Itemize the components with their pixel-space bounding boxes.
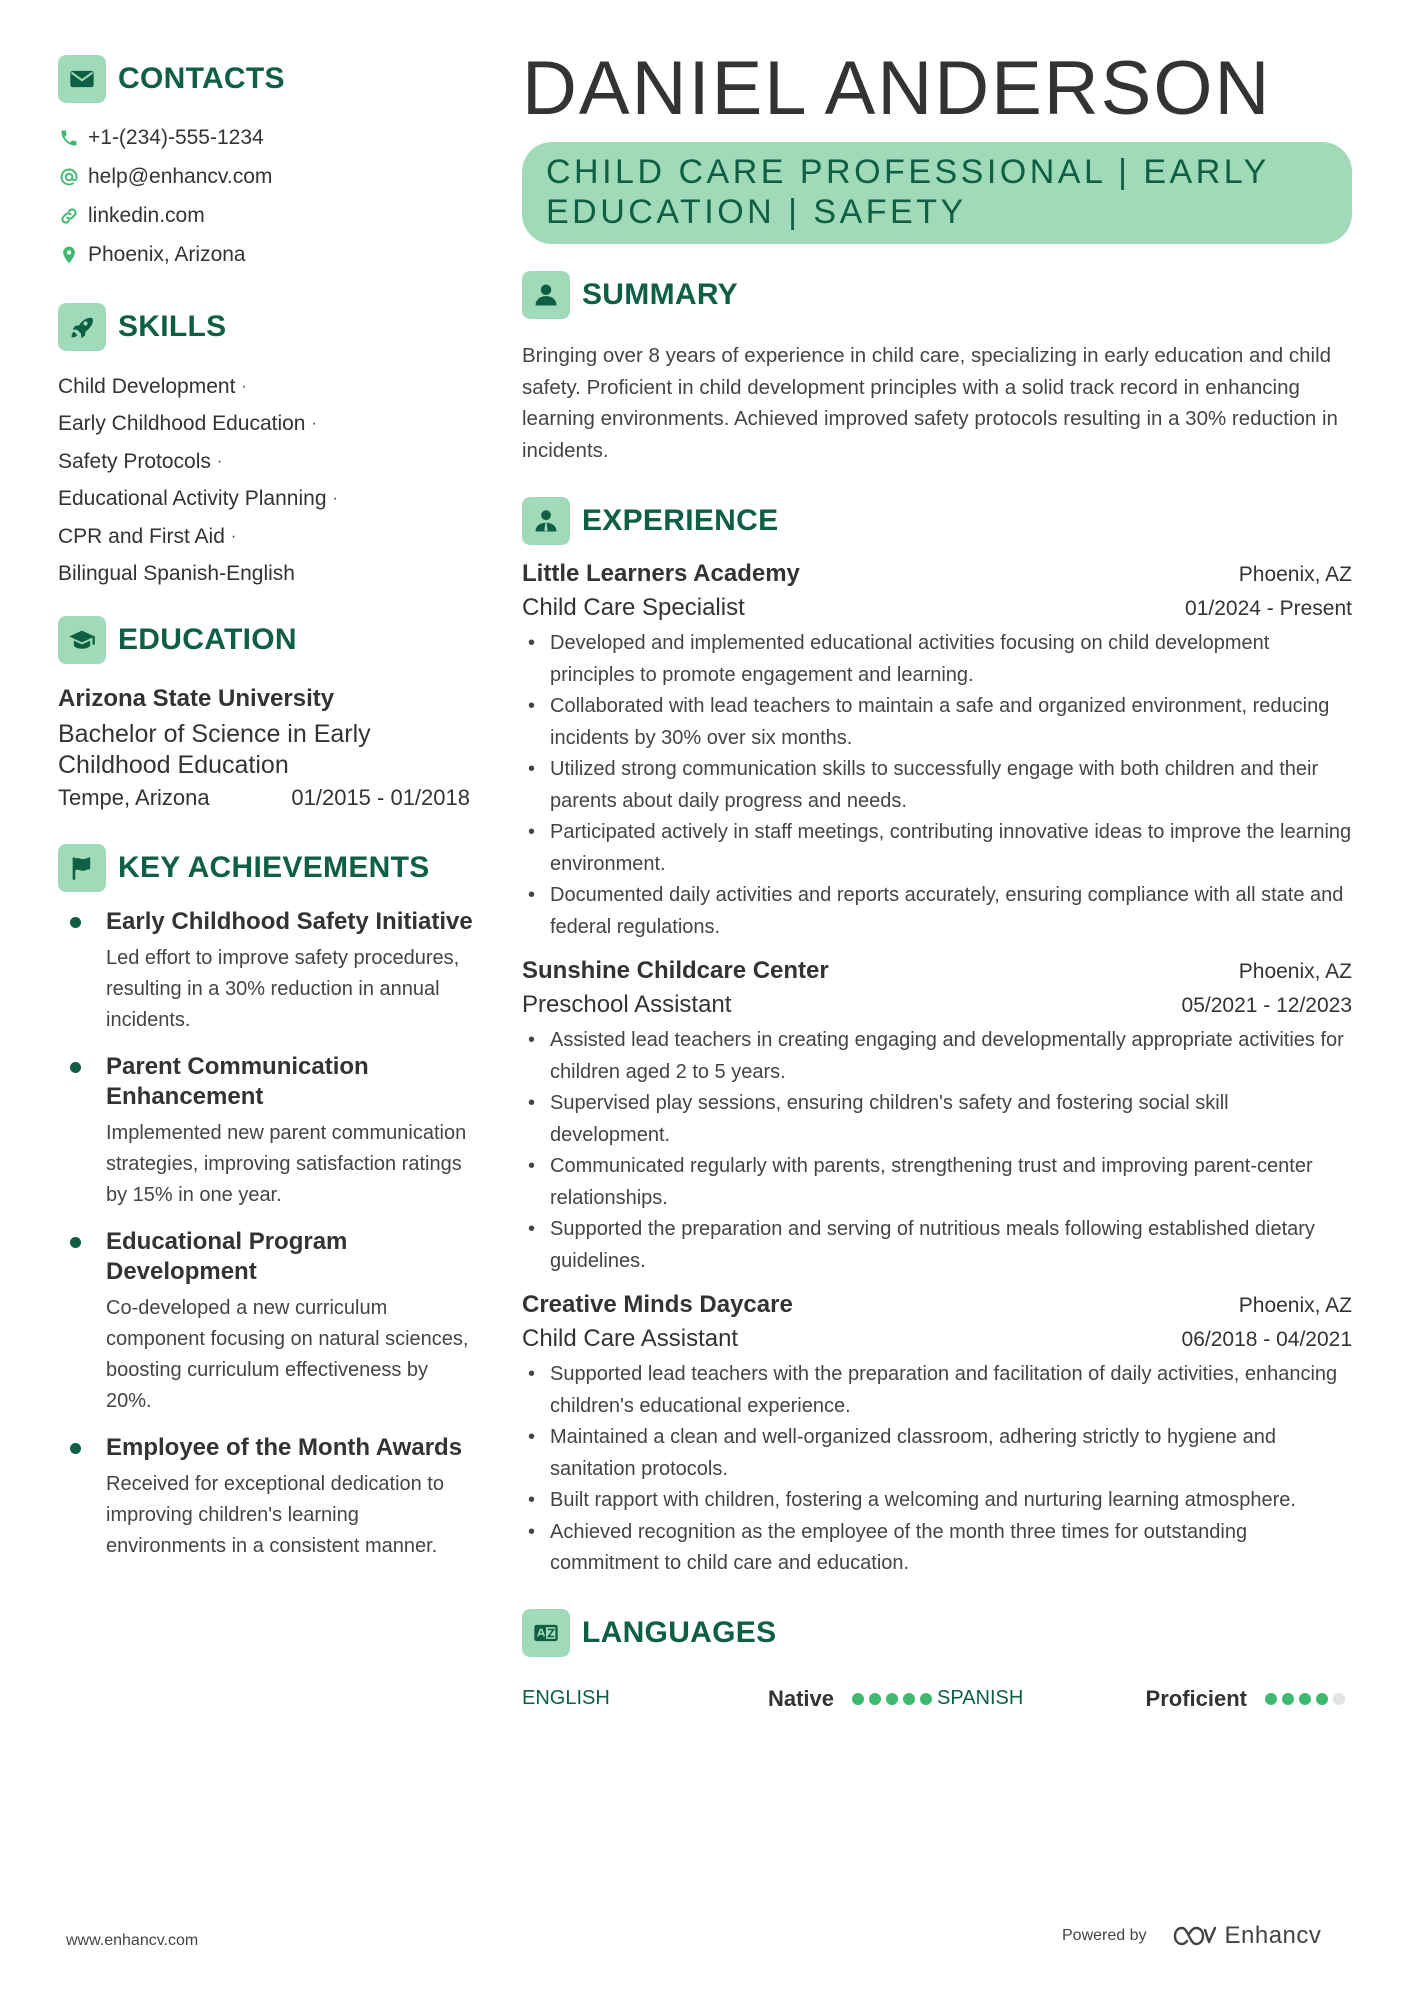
footer-website[interactable]: www.enhancv.com	[66, 1932, 199, 1949]
rating-dot-filled	[903, 1693, 915, 1705]
experience-section-header	[522, 496, 1352, 546]
map-pin-icon	[58, 244, 80, 266]
bullet-dot	[70, 1443, 81, 1454]
powered-by-text: Powered by	[1062, 1927, 1147, 1944]
enhancv-logo[interactable]	[1171, 1922, 1322, 1950]
rating-dot-filled	[1299, 1693, 1311, 1705]
job-bullet: • Collaborated with lead teachers to maintain a safe and organized environment, reducing incidents by 30% over six months.	[522, 691, 1352, 754]
rocket-icon	[58, 303, 106, 351]
education-location: Tempe, Arizona	[58, 785, 210, 810]
left-column	[58, 54, 478, 1578]
skill-item: Early Childhood Education ·	[58, 412, 317, 436]
job-bullet: • Assisted lead teachers in creating engaging and developmentally appropriate activities for children aged 2 to 5 years.	[522, 1025, 1352, 1088]
bullet-dot	[70, 1062, 81, 1073]
job-role: Preschool Assistant	[522, 991, 732, 1018]
contact-phone[interactable]	[58, 118, 478, 157]
job-bullet: • Maintained a clean and well-organized classroom, adhering strictly to hygiene and sanitation protocols.	[522, 1422, 1352, 1485]
phone-text: +1-(234)-555-1234	[88, 125, 264, 149]
job-bullet: • Achieved recognition as the employee of the month three times for outstanding commitment to child care and education.	[522, 1517, 1352, 1580]
location-text: Phoenix, Arizona	[88, 242, 246, 266]
envelope-icon	[58, 55, 106, 103]
job-bullet: • Communicated regularly with parents, strengthening trust and improving parent-center relationships.	[522, 1151, 1352, 1214]
achievements-section-header	[58, 843, 478, 893]
education-meta	[58, 785, 470, 811]
skill-item: Educational Activity Planning ·	[58, 487, 338, 511]
translate-icon	[522, 1609, 570, 1657]
flag-icon	[58, 844, 106, 892]
job-dates: 05/2021 - 12/2023	[1181, 994, 1352, 1017]
contacts-list	[58, 118, 478, 274]
skills-heading: SKILLS	[118, 310, 227, 343]
language-level: Proficient	[1145, 1685, 1247, 1711]
education-school: Arizona State University	[58, 685, 335, 712]
enhancv-logo-icon	[1171, 1922, 1219, 1950]
phone-icon	[58, 127, 80, 149]
rating-dot-filled	[1316, 1693, 1328, 1705]
contact-location	[58, 235, 478, 274]
job-bullet: • Supported lead teachers with the preparation and facilitation of daily activities, enhancing children's educational experience.	[522, 1359, 1352, 1422]
at-sign-icon	[58, 166, 80, 188]
bullet-dot	[70, 1237, 81, 1248]
language-item	[937, 1686, 1352, 1712]
job-dates: 01/2024 - Present	[1185, 597, 1352, 620]
job-dates: 06/2018 - 04/2021	[1181, 1328, 1352, 1351]
footer-branding	[1062, 1922, 1321, 1950]
briefcase-person-icon	[522, 497, 570, 545]
achievement-item	[58, 1433, 478, 1562]
job-entry	[522, 1291, 1352, 1580]
job-entry	[522, 560, 1352, 943]
summary-text: Bringing over 8 years of experience in child care, specializing in early education and child safety. Proficient in child development principles with a solid track record in enhancing learning environments. Achieved improved safety protocols resulting in a 30% reduction in incidents.	[522, 344, 1338, 462]
job-company: Little Learners Academy	[522, 560, 800, 587]
achievement-item	[58, 907, 478, 1036]
achievements-list	[58, 907, 478, 1562]
education-section-header	[58, 615, 478, 665]
achievement-item	[58, 1052, 478, 1211]
headline-line-2: EDUCATION | SAFETY	[546, 193, 967, 231]
job-location: Phoenix, AZ	[1238, 563, 1352, 586]
contacts-section-header	[58, 54, 478, 104]
job-location: Phoenix, AZ	[1238, 1294, 1352, 1317]
contact-email[interactable]	[58, 157, 478, 196]
skills-section-header	[58, 302, 478, 352]
contact-linkedin[interactable]	[58, 196, 478, 235]
person-icon	[522, 271, 570, 319]
job-bullet: • Supervised play sessions, ensuring children's safety and fostering social skill development.	[522, 1088, 1352, 1151]
education-heading: EDUCATION	[118, 623, 297, 656]
job-company: Creative Minds Daycare	[522, 1291, 793, 1318]
bullet-dot	[70, 917, 81, 928]
achievement-desc: Co-developed a new curriculum component focusing on natural sciences, boosting curriculum effectiveness by 20%.	[106, 1297, 469, 1412]
rating-dot-empty	[1333, 1693, 1345, 1705]
job-bullet: • Built rapport with children, fostering a welcoming and nurturing learning atmosphere.	[522, 1485, 1352, 1517]
summary-heading: SUMMARY	[582, 278, 738, 311]
achievement-desc: Received for exceptional dedication to improving children's learning environments in a consistent manner.	[106, 1473, 444, 1557]
job-bullet: • Developed and implemented educational activities focusing on child development principles to promote engagement and learning.	[522, 628, 1352, 691]
rating-dot-filled	[1282, 1693, 1294, 1705]
job-bullet: • Supported the preparation and serving of nutritious meals following established dietary guidelines.	[522, 1214, 1352, 1277]
achievement-title: Early Childhood Safety Initiative	[106, 908, 473, 935]
language-rating	[1265, 1693, 1350, 1705]
job-bullets	[522, 1025, 1352, 1277]
rating-dot-filled	[886, 1693, 898, 1705]
right-column	[522, 44, 1352, 1714]
education-degree: Bachelor of Science in Early Childhood Education	[58, 720, 371, 779]
experience-heading: EXPERIENCE	[582, 504, 779, 537]
achievement-title: Parent Communication Enhancement	[106, 1053, 369, 1110]
job-role: Child Care Specialist	[522, 594, 745, 621]
skills-list	[58, 368, 478, 593]
job-location: Phoenix, AZ	[1238, 960, 1352, 983]
skill-item: Bilingual Spanish-English	[58, 562, 295, 586]
brand-name: Enhancv	[1224, 1922, 1322, 1949]
job-bullet: • Participated actively in staff meetings, contributing innovative ideas to improve the learning environment.	[522, 817, 1352, 880]
languages-heading: LANGUAGES	[582, 1615, 777, 1649]
summary-section-header	[522, 270, 1352, 320]
language-level: Native	[767, 1685, 834, 1711]
job-bullets	[522, 1359, 1352, 1580]
education-dates: 01/2015 - 01/2018	[291, 785, 470, 810]
graduation-cap-icon	[58, 616, 106, 664]
languages-section-header	[522, 1608, 1352, 1658]
skill-item: Child Development ·	[58, 374, 247, 398]
headline-banner	[522, 142, 1352, 244]
job-bullets	[522, 628, 1352, 943]
candidate-name: DANIEL ANDERSON	[522, 46, 1272, 131]
job-bullet: • Documented daily activities and reports accurately, ensuring compliance with all state and federal regulations.	[522, 880, 1352, 943]
job-role: Child Care Assistant	[522, 1325, 739, 1352]
achievement-title: Educational Program Development	[106, 1228, 348, 1285]
link-icon	[58, 205, 80, 227]
skill-item: Safety Protocols ·	[58, 449, 223, 473]
rating-dot-filled	[869, 1693, 881, 1705]
rating-dot-filled	[920, 1693, 932, 1705]
languages-list	[522, 1684, 1352, 1714]
achievement-title: Employee of the Month Awards	[106, 1434, 463, 1461]
rating-dot-filled	[852, 1693, 864, 1705]
language-name: ENGLISH	[522, 1687, 610, 1709]
linkedin-text: linkedin.com	[88, 203, 205, 227]
job-entry	[522, 957, 1352, 1277]
headline-line-1: CHILD CARE PROFESSIONAL | EARLY	[546, 153, 1270, 191]
language-item	[522, 1686, 937, 1712]
job-company: Sunshine Childcare Center	[522, 957, 829, 984]
achievements-heading: KEY ACHIEVEMENTS	[118, 851, 430, 884]
achievement-item	[58, 1227, 478, 1417]
skill-item: CPR and First Aid ·	[58, 524, 237, 548]
language-name: SPANISH	[937, 1687, 1024, 1709]
achievement-desc: Implemented new parent communication strategies, improving satisfaction ratings by 15% in one year.	[106, 1122, 467, 1206]
job-bullet: • Utilized strong communication skills to successfully engage with both children and their parents about daily progress and needs.	[522, 754, 1352, 817]
email-text: help@enhancv.com	[88, 164, 273, 188]
rating-dot-filled	[1265, 1693, 1277, 1705]
contacts-heading: CONTACTS	[118, 62, 285, 95]
language-rating	[852, 1693, 937, 1705]
achievement-desc: Led effort to improve safety procedures, resulting in a 30% reduction in annual incidents.	[106, 947, 460, 1031]
